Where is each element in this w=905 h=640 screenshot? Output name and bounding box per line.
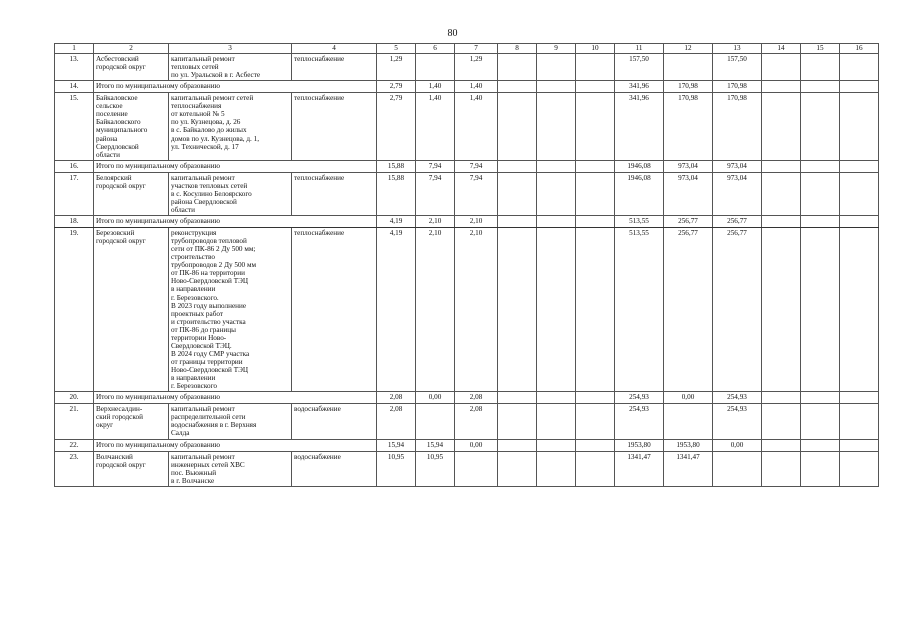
total-row	[55, 216, 879, 228]
column-number-cell: 7	[455, 44, 498, 54]
value-cell-c6	[416, 404, 455, 439]
value-cell-c11: 157,50	[615, 54, 664, 81]
value-cell-c16	[840, 160, 879, 172]
value-cell-c10	[576, 172, 615, 215]
value-cell-c6: 7,94	[416, 160, 455, 172]
value-cell-c5: 4,19	[377, 216, 416, 228]
value-cell-c15	[801, 228, 840, 392]
value-cell-c16	[840, 93, 879, 161]
value-cell-c9	[537, 228, 576, 392]
value-cell-c10	[576, 404, 615, 439]
value-cell-c12	[664, 54, 713, 81]
value-cell-c13: 157,50	[713, 54, 762, 81]
row-number: 18.	[55, 216, 94, 228]
value-cell-c7: 2,10	[455, 228, 498, 392]
value-cell-c10	[576, 54, 615, 81]
value-cell-c11: 513,55	[615, 216, 664, 228]
utility-type-cell: теплоснабжение	[292, 93, 377, 161]
budget-table	[54, 43, 879, 487]
value-cell-c5: 2,08	[377, 392, 416, 404]
value-cell-c13: 973,04	[713, 172, 762, 215]
value-cell-c15	[801, 439, 840, 451]
value-cell-c16	[840, 54, 879, 81]
value-cell-c10	[576, 216, 615, 228]
value-cell-c15	[801, 404, 840, 439]
value-cell-c14	[762, 93, 801, 161]
value-cell-c8	[498, 160, 537, 172]
value-cell-c9	[537, 93, 576, 161]
municipality-cell: Байкаловское сельское поселение Байкаловского муниципального района Свердловской области	[94, 93, 169, 161]
work-description-cell: реконструкция трубопроводов тепловой сети от ПК-86 2 Ду 500 мм; строительство трубопроводов 2 Ду 500 мм от ПК-86 на территории Ново-Свердловской ТЭЦ в направлении г. Березовского. В 2023 году выполнение проектных работ и строительство участка от ПК-86 до границы территории Ново- Свердловской ТЭЦ. В 2024 году СМР участка от границы территории Ново-Свердловской ТЭЦ в направлении г. Березовского	[169, 228, 292, 392]
column-number-row	[55, 44, 879, 54]
value-cell-c7	[455, 451, 498, 486]
municipality-cell: Березовский городской округ	[94, 228, 169, 392]
municipality-cell: Асбестовский городской округ	[94, 54, 169, 81]
value-cell-c15	[801, 93, 840, 161]
value-cell-c14	[762, 160, 801, 172]
value-cell-c16	[840, 404, 879, 439]
value-cell-c10	[576, 81, 615, 93]
total-label: Итого по муниципальному образованию	[94, 392, 377, 404]
value-cell-c10	[576, 228, 615, 392]
row-number: 13.	[55, 54, 94, 81]
municipality-cell: Белоярский городской округ	[94, 172, 169, 215]
value-cell-c10	[576, 439, 615, 451]
column-number-cell: 13	[713, 44, 762, 54]
value-cell-c9	[537, 160, 576, 172]
value-cell-c6: 1,40	[416, 81, 455, 93]
row-number: 16.	[55, 160, 94, 172]
work-description-cell: капитальный ремонт распределительной сети водоснабжения в г. Верхняя Салда	[169, 404, 292, 439]
table-row	[55, 451, 879, 486]
total-label: Итого по муниципальному образованию	[94, 160, 377, 172]
total-row	[55, 392, 879, 404]
table-row	[55, 172, 879, 215]
value-cell-c10	[576, 93, 615, 161]
column-number-cell: 9	[537, 44, 576, 54]
utility-type-cell: теплоснабжение	[292, 228, 377, 392]
value-cell-c16	[840, 228, 879, 392]
value-cell-c15	[801, 160, 840, 172]
value-cell-c16	[840, 439, 879, 451]
value-cell-c15	[801, 172, 840, 215]
total-label: Итого по муниципальному образованию	[94, 81, 377, 93]
column-number-cell: 8	[498, 44, 537, 54]
value-cell-c9	[537, 439, 576, 451]
value-cell-c8	[498, 216, 537, 228]
value-cell-c8	[498, 392, 537, 404]
value-cell-c13	[713, 451, 762, 486]
value-cell-c11: 1341,47	[615, 451, 664, 486]
table-row	[55, 93, 879, 161]
value-cell-c9	[537, 172, 576, 215]
work-description-cell: капитальный ремонт сетей теплоснабжения от котельной № 5 по ул. Кузнецова, д. 26 в с. Байкалово до жилых домов по ул. Кузнецова, д. 1, ул. Технической, д. 17	[169, 93, 292, 161]
column-number-cell: 16	[840, 44, 879, 54]
value-cell-c7: 2,10	[455, 216, 498, 228]
value-cell-c7: 1,29	[455, 54, 498, 81]
value-cell-c12: 973,04	[664, 172, 713, 215]
value-cell-c14	[762, 404, 801, 439]
value-cell-c5: 4,19	[377, 228, 416, 392]
value-cell-c14	[762, 216, 801, 228]
row-number: 20.	[55, 392, 94, 404]
value-cell-c12	[664, 404, 713, 439]
value-cell-c5: 1,29	[377, 54, 416, 81]
value-cell-c16	[840, 81, 879, 93]
value-cell-c9	[537, 54, 576, 81]
value-cell-c13: 0,00	[713, 439, 762, 451]
value-cell-c9	[537, 392, 576, 404]
value-cell-c13: 973,04	[713, 160, 762, 172]
value-cell-c11: 1946,08	[615, 160, 664, 172]
value-cell-c16	[840, 392, 879, 404]
value-cell-c15	[801, 451, 840, 486]
value-cell-c14	[762, 81, 801, 93]
table-row	[55, 228, 879, 392]
value-cell-c11: 513,55	[615, 228, 664, 392]
value-cell-c16	[840, 172, 879, 215]
value-cell-c12: 170,98	[664, 81, 713, 93]
total-row	[55, 439, 879, 451]
value-cell-c14	[762, 451, 801, 486]
value-cell-c12: 973,04	[664, 160, 713, 172]
value-cell-c8	[498, 228, 537, 392]
utility-type-cell: водоснабжение	[292, 451, 377, 486]
value-cell-c14	[762, 172, 801, 215]
value-cell-c6: 15,94	[416, 439, 455, 451]
value-cell-c6: 7,94	[416, 172, 455, 215]
value-cell-c12: 170,98	[664, 93, 713, 161]
value-cell-c8	[498, 439, 537, 451]
table-row	[55, 54, 879, 81]
value-cell-c11: 341,96	[615, 93, 664, 161]
value-cell-c13: 256,77	[713, 216, 762, 228]
value-cell-c12: 256,77	[664, 228, 713, 392]
value-cell-c5: 2,79	[377, 93, 416, 161]
value-cell-c7: 2,08	[455, 392, 498, 404]
utility-type-cell: водоснабжение	[292, 404, 377, 439]
value-cell-c5: 15,88	[377, 160, 416, 172]
row-number: 17.	[55, 172, 94, 215]
column-number-cell: 11	[615, 44, 664, 54]
value-cell-c16	[840, 451, 879, 486]
value-cell-c12: 256,77	[664, 216, 713, 228]
column-number-cell: 4	[292, 44, 377, 54]
value-cell-c8	[498, 404, 537, 439]
value-cell-c12: 1341,47	[664, 451, 713, 486]
value-cell-c15	[801, 81, 840, 93]
value-cell-c14	[762, 439, 801, 451]
row-number: 14.	[55, 81, 94, 93]
value-cell-c6	[416, 54, 455, 81]
column-number-cell: 2	[94, 44, 169, 54]
value-cell-c8	[498, 451, 537, 486]
value-cell-c5: 2,08	[377, 404, 416, 439]
value-cell-c7: 7,94	[455, 160, 498, 172]
value-cell-c15	[801, 392, 840, 404]
value-cell-c16	[840, 216, 879, 228]
column-number-cell: 1	[55, 44, 94, 54]
value-cell-c8	[498, 54, 537, 81]
value-cell-c7: 1,40	[455, 81, 498, 93]
value-cell-c8	[498, 172, 537, 215]
page-number: 80	[447, 28, 458, 39]
value-cell-c15	[801, 54, 840, 81]
column-number-cell: 14	[762, 44, 801, 54]
work-description-cell: капитальный ремонт участков тепловых сетей в с. Косулино Белоярского района Свердловской области	[169, 172, 292, 215]
value-cell-c5: 15,94	[377, 439, 416, 451]
table-body	[55, 54, 879, 487]
municipality-cell: Верхнесалдин- ский городской округ	[94, 404, 169, 439]
column-number-cell: 10	[576, 44, 615, 54]
value-cell-c5: 10,95	[377, 451, 416, 486]
value-cell-c9	[537, 216, 576, 228]
column-number-cell: 5	[377, 44, 416, 54]
table-row	[55, 404, 879, 439]
row-number: 21.	[55, 404, 94, 439]
row-number: 15.	[55, 93, 94, 161]
municipality-cell: Волчанский городской округ	[94, 451, 169, 486]
value-cell-c7: 0,00	[455, 439, 498, 451]
value-cell-c11: 1946,08	[615, 172, 664, 215]
total-label: Итого по муниципальному образованию	[94, 216, 377, 228]
value-cell-c14	[762, 54, 801, 81]
column-number-cell: 6	[416, 44, 455, 54]
value-cell-c12: 0,00	[664, 392, 713, 404]
column-number-cell: 3	[169, 44, 292, 54]
value-cell-c6: 2,10	[416, 216, 455, 228]
column-number-cell: 12	[664, 44, 713, 54]
total-label: Итого по муниципальному образованию	[94, 439, 377, 451]
value-cell-c7: 2,08	[455, 404, 498, 439]
value-cell-c13: 254,93	[713, 404, 762, 439]
work-description-cell: капитальный ремонт инженерных сетей ХВС пос. Вьюжный в г. Волчанске	[169, 451, 292, 486]
value-cell-c10	[576, 451, 615, 486]
value-cell-c13: 254,93	[713, 392, 762, 404]
value-cell-c15	[801, 216, 840, 228]
value-cell-c14	[762, 392, 801, 404]
value-cell-c14	[762, 228, 801, 392]
value-cell-c11: 254,93	[615, 404, 664, 439]
work-description-cell: капитальный ремонт тепловых сетей по ул. Уральской в г. Асбесте	[169, 54, 292, 81]
value-cell-c9	[537, 451, 576, 486]
value-cell-c13: 170,98	[713, 93, 762, 161]
column-number-cell: 15	[801, 44, 840, 54]
value-cell-c9	[537, 404, 576, 439]
value-cell-c7: 1,40	[455, 93, 498, 161]
value-cell-c11: 1953,80	[615, 439, 664, 451]
value-cell-c6: 2,10	[416, 228, 455, 392]
row-number: 22.	[55, 439, 94, 451]
utility-type-cell: теплоснабжение	[292, 54, 377, 81]
value-cell-c11: 341,96	[615, 81, 664, 93]
value-cell-c5: 2,79	[377, 81, 416, 93]
value-cell-c6: 0,00	[416, 392, 455, 404]
row-number: 19.	[55, 228, 94, 392]
total-row	[55, 160, 879, 172]
total-row	[55, 81, 879, 93]
value-cell-c10	[576, 392, 615, 404]
value-cell-c13: 256,77	[713, 228, 762, 392]
value-cell-c6: 10,95	[416, 451, 455, 486]
value-cell-c8	[498, 81, 537, 93]
utility-type-cell: теплоснабжение	[292, 172, 377, 215]
value-cell-c10	[576, 160, 615, 172]
value-cell-c11: 254,93	[615, 392, 664, 404]
value-cell-c13: 170,98	[713, 81, 762, 93]
value-cell-c12: 1953,80	[664, 439, 713, 451]
value-cell-c5: 15,88	[377, 172, 416, 215]
value-cell-c8	[498, 93, 537, 161]
value-cell-c6: 1,40	[416, 93, 455, 161]
value-cell-c9	[537, 81, 576, 93]
row-number: 23.	[55, 451, 94, 486]
value-cell-c7: 7,94	[455, 172, 498, 215]
